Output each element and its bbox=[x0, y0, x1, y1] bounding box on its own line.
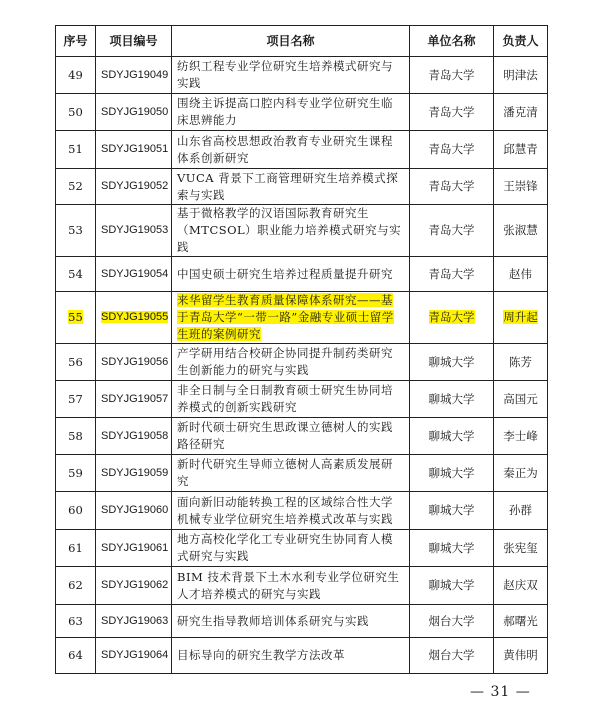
row-no bbox=[56, 381, 96, 418]
row-unit-text: 聊城大学 bbox=[428, 428, 475, 443]
table-row bbox=[56, 492, 548, 530]
row-leader-text: 潘克清 bbox=[503, 104, 538, 119]
row-leader-text: 张宪玺 bbox=[503, 540, 538, 555]
row-leader-text: 李士峰 bbox=[503, 428, 538, 443]
row-name-text: 研究生指导教师培训体系研究与实践 bbox=[177, 613, 369, 628]
row-no bbox=[56, 638, 96, 674]
row-name-text: 面向新旧动能转换工程的区域综合性大学机械专业学位研究生培养模式改革与实践 bbox=[177, 494, 393, 526]
row-code-text: SDYJG19050 bbox=[101, 105, 169, 118]
row-code bbox=[96, 169, 172, 205]
row-unit-text: 烟台大学 bbox=[428, 613, 475, 628]
row-no bbox=[56, 205, 96, 257]
header-code: 项目编号 bbox=[96, 26, 172, 57]
row-name bbox=[172, 131, 410, 169]
row-unit bbox=[410, 605, 494, 638]
row-unit bbox=[410, 169, 494, 205]
table-header-row bbox=[56, 26, 548, 57]
row-name-text: 非全日制与全日制教育硕士研究生协同培养模式的创新实践研究 bbox=[177, 383, 393, 414]
row-unit bbox=[410, 131, 494, 169]
row-no bbox=[56, 492, 96, 530]
row-name bbox=[172, 169, 410, 205]
row-unit-text: 青岛大学 bbox=[428, 142, 475, 156]
table-row bbox=[56, 57, 548, 94]
header-name: 项目名称 bbox=[172, 26, 410, 57]
row-no-text: 63 bbox=[68, 613, 83, 628]
row-leader bbox=[494, 94, 548, 131]
row-unit-text: 聊城大学 bbox=[428, 540, 475, 555]
table-row bbox=[56, 344, 548, 381]
row-code-text: SDYJG19056 bbox=[101, 355, 169, 368]
table-row bbox=[56, 292, 548, 344]
row-no bbox=[56, 344, 96, 381]
row-unit-text: 青岛大学 bbox=[428, 310, 475, 324]
row-code-text: SDYJG19062 bbox=[101, 579, 169, 591]
row-leader bbox=[494, 131, 548, 169]
row-unit bbox=[410, 205, 494, 257]
row-no bbox=[56, 94, 96, 131]
row-no-text: 53 bbox=[68, 223, 83, 237]
row-leader-text: 黄伟明 bbox=[503, 648, 538, 662]
row-unit bbox=[410, 94, 494, 131]
row-code-text: SDYJG19054 bbox=[101, 267, 169, 280]
row-no-text: 60 bbox=[68, 503, 83, 517]
table-row bbox=[56, 131, 548, 169]
row-no-text: 50 bbox=[68, 104, 83, 119]
row-unit-text: 烟台大学 bbox=[428, 648, 475, 662]
row-leader bbox=[494, 455, 548, 492]
row-leader-text: 王崇锋 bbox=[503, 179, 538, 193]
row-name-text: 产学研用结合校研企协同提升制药类研究生创新能力的研究与实践 bbox=[177, 346, 393, 377]
row-no bbox=[56, 418, 96, 455]
row-leader bbox=[494, 418, 548, 455]
row-name bbox=[172, 57, 410, 94]
row-code bbox=[96, 94, 172, 131]
row-name bbox=[172, 94, 410, 131]
row-leader-text: 周升起 bbox=[503, 310, 538, 324]
row-code-text: SDYJG19051 bbox=[101, 143, 169, 155]
row-code-text: SDYJG19063 bbox=[101, 614, 169, 627]
table-row bbox=[56, 638, 548, 674]
header-unit: 单位名称 bbox=[410, 26, 494, 57]
row-name bbox=[172, 567, 410, 605]
row-no bbox=[56, 530, 96, 567]
row-code bbox=[96, 381, 172, 418]
row-leader bbox=[494, 169, 548, 205]
row-name-text: 山东省高校思想政治教育专业研究生课程体系创新研究 bbox=[177, 133, 393, 165]
row-code bbox=[96, 131, 172, 169]
row-no-text: 49 bbox=[68, 67, 83, 82]
row-code bbox=[96, 205, 172, 257]
row-leader bbox=[494, 381, 548, 418]
row-leader bbox=[494, 492, 548, 530]
row-no bbox=[56, 455, 96, 492]
row-no-text: 58 bbox=[68, 428, 83, 443]
row-code bbox=[96, 257, 172, 292]
row-unit bbox=[410, 567, 494, 605]
table-row bbox=[56, 567, 548, 605]
row-no-text: 62 bbox=[68, 578, 83, 592]
row-code bbox=[96, 344, 172, 381]
row-leader-text: 赵伟 bbox=[509, 266, 532, 281]
row-name bbox=[172, 492, 410, 530]
row-unit bbox=[410, 344, 494, 381]
row-unit bbox=[410, 530, 494, 567]
row-name bbox=[172, 418, 410, 455]
row-name-text: 基于微格教学的汉语国际教育研究生（MTCSOL）职业能力培养模式研究与实践 bbox=[177, 206, 402, 254]
row-code bbox=[96, 530, 172, 567]
table-row bbox=[56, 530, 548, 567]
row-name-text: 新时代硕士研究生思政课立德树人的实践路径研究 bbox=[177, 420, 393, 451]
row-leader bbox=[494, 205, 548, 257]
row-name bbox=[172, 455, 410, 492]
row-code bbox=[96, 292, 172, 344]
row-no-text: 57 bbox=[68, 391, 83, 406]
row-no bbox=[56, 567, 96, 605]
row-leader bbox=[494, 344, 548, 381]
row-code-text: SDYJG19061 bbox=[101, 541, 169, 554]
row-code bbox=[96, 567, 172, 605]
row-no-text: 54 bbox=[68, 266, 83, 281]
row-unit bbox=[410, 492, 494, 530]
row-name bbox=[172, 381, 410, 418]
row-unit bbox=[410, 381, 494, 418]
row-name bbox=[172, 292, 410, 344]
row-code-text: SDYJG19057 bbox=[101, 392, 169, 405]
row-name bbox=[172, 344, 410, 381]
row-unit-text: 聊城大学 bbox=[428, 578, 475, 592]
row-no bbox=[56, 292, 96, 344]
row-code bbox=[96, 57, 172, 94]
table-row bbox=[56, 605, 548, 638]
header-no: 序号 bbox=[56, 26, 96, 57]
table-row bbox=[56, 455, 548, 492]
row-code-text: SDYJG19060 bbox=[101, 504, 169, 516]
row-no-text: 52 bbox=[68, 179, 83, 193]
row-unit-text: 青岛大学 bbox=[428, 266, 475, 281]
table-row bbox=[56, 205, 548, 257]
row-leader-text: 邱慧青 bbox=[503, 142, 538, 156]
row-name-text: 纺织工程专业学位研究生培养模式研究与实践 bbox=[177, 59, 393, 90]
row-code-text: SDYJG19052 bbox=[101, 180, 169, 192]
row-name bbox=[172, 205, 410, 257]
row-unit-text: 聊城大学 bbox=[428, 354, 475, 369]
row-unit bbox=[410, 57, 494, 94]
row-leader bbox=[494, 567, 548, 605]
table-row bbox=[56, 418, 548, 455]
row-no-text: 55 bbox=[68, 310, 83, 324]
row-no bbox=[56, 57, 96, 94]
row-unit-text: 青岛大学 bbox=[428, 104, 475, 119]
table-row bbox=[56, 257, 548, 292]
row-name-text: 地方高校化学化工专业研究生协同育人模式研究与实践 bbox=[177, 532, 393, 563]
page-number: — 31 — bbox=[470, 684, 531, 700]
row-unit-text: 聊城大学 bbox=[428, 391, 475, 406]
project-table bbox=[55, 25, 548, 674]
row-code bbox=[96, 418, 172, 455]
row-leader bbox=[494, 57, 548, 94]
row-unit-text: 青岛大学 bbox=[428, 223, 475, 237]
row-name-text: 来华留学生教育质量保障体系研究——基于青岛大学“一带一路”金融专业硕士留学生班的案例研究 bbox=[177, 293, 394, 341]
row-code-text: SDYJG19058 bbox=[101, 429, 169, 442]
row-name-text: 围绕主诉提高口腔内科专业学位研究生临床思辨能力 bbox=[177, 96, 393, 127]
row-no bbox=[56, 605, 96, 638]
row-no bbox=[56, 131, 96, 169]
row-unit bbox=[410, 257, 494, 292]
row-code bbox=[96, 638, 172, 674]
row-code-text: SDYJG19049 bbox=[101, 68, 169, 81]
row-leader-text: 孙群 bbox=[509, 503, 532, 517]
row-no bbox=[56, 257, 96, 292]
row-leader-text: 陈芳 bbox=[509, 354, 532, 369]
row-name-text: 中国史硕士研究生培养过程质量提升研究 bbox=[177, 266, 393, 281]
row-no-text: 61 bbox=[68, 540, 83, 555]
row-code-text: SDYJG19059 bbox=[101, 466, 169, 479]
row-unit-text: 青岛大学 bbox=[428, 179, 475, 193]
row-leader bbox=[494, 292, 548, 344]
row-unit-text: 聊城大学 bbox=[428, 503, 475, 517]
row-name-text: BIM 技术背景下土木水利专业学位研究生人才培养模式的研究与实践 bbox=[177, 569, 400, 601]
row-no-text: 51 bbox=[68, 142, 83, 156]
row-code-text: SDYJG19064 bbox=[101, 649, 169, 661]
row-name bbox=[172, 638, 410, 674]
row-leader bbox=[494, 605, 548, 638]
table-row bbox=[56, 381, 548, 418]
row-name-text: VUCA 背景下工商管理研究生培养模式探索与实践 bbox=[177, 170, 399, 202]
row-leader-text: 秦正为 bbox=[503, 465, 538, 480]
row-leader-text: 赵庆双 bbox=[503, 578, 538, 592]
header-leader: 负责人 bbox=[494, 26, 548, 57]
row-no-text: 59 bbox=[68, 465, 83, 480]
table-row bbox=[56, 169, 548, 205]
row-name bbox=[172, 605, 410, 638]
row-unit bbox=[410, 638, 494, 674]
row-code-text: SDYJG19053 bbox=[101, 224, 169, 236]
table-body bbox=[56, 57, 548, 674]
row-leader bbox=[494, 530, 548, 567]
row-name bbox=[172, 257, 410, 292]
row-leader-text: 高国元 bbox=[503, 391, 538, 406]
row-code bbox=[96, 492, 172, 530]
row-no bbox=[56, 169, 96, 205]
table-row bbox=[56, 94, 548, 131]
row-code-text: SDYJG19055 bbox=[101, 311, 169, 323]
row-unit-text: 青岛大学 bbox=[428, 67, 475, 82]
row-unit-text: 聊城大学 bbox=[428, 465, 475, 480]
row-no-text: 64 bbox=[68, 648, 83, 662]
row-leader-text: 郝曙光 bbox=[503, 613, 538, 628]
row-leader bbox=[494, 257, 548, 292]
row-name-text: 新时代研究生导师立德树人高素质发展研究 bbox=[177, 457, 393, 488]
row-leader-text: 张淑慧 bbox=[503, 223, 538, 237]
row-code bbox=[96, 455, 172, 492]
row-leader bbox=[494, 638, 548, 674]
row-code bbox=[96, 605, 172, 638]
row-unit bbox=[410, 292, 494, 344]
row-no-text: 56 bbox=[68, 354, 83, 369]
row-unit bbox=[410, 455, 494, 492]
row-name bbox=[172, 530, 410, 567]
row-name-text: 目标导向的研究生教学方法改革 bbox=[177, 648, 345, 662]
row-unit bbox=[410, 418, 494, 455]
row-leader-text: 明津法 bbox=[503, 67, 538, 82]
